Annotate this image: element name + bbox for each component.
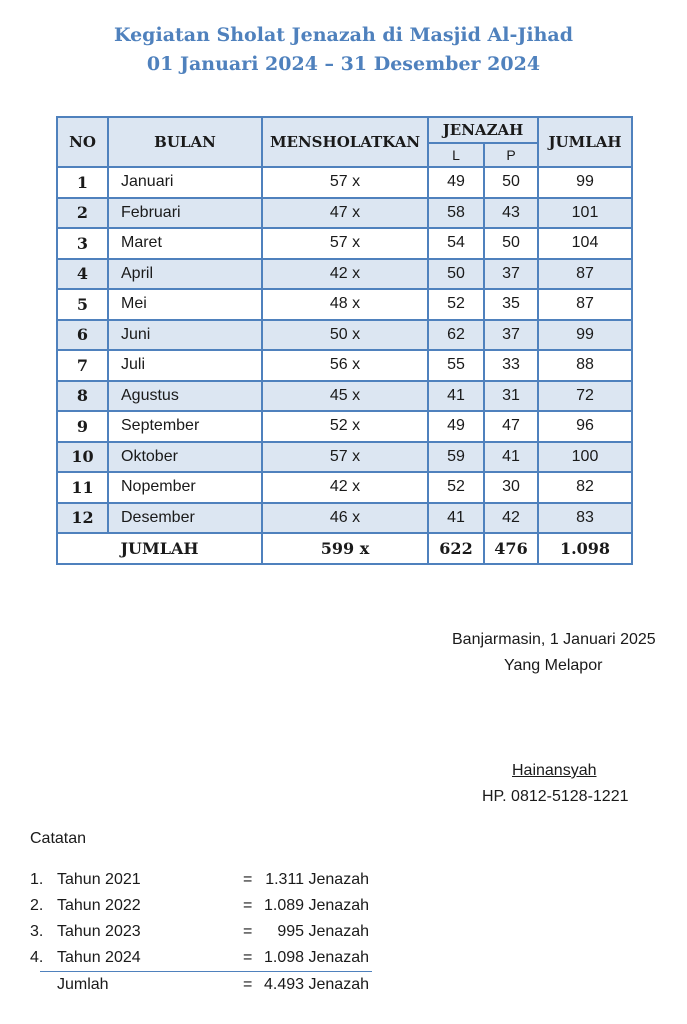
header-jumlah: JUMLAH [538,117,632,167]
note-equals: = [243,923,253,940]
cell-mensholatkan: 57 x [262,228,428,259]
cell-bulan: Juli [108,350,262,381]
cell-jumlah: 72 [538,381,632,412]
cell-mensholatkan: 50 x [262,320,428,351]
cell-p: 31 [484,381,538,412]
cell-mensholatkan: 52 x [262,411,428,442]
cell-p: 50 [484,167,538,198]
cell-jumlah: 87 [538,289,632,320]
note-value: 1.098 Jenazah [264,949,369,966]
cell-p: 42 [484,503,538,534]
total-l: 622 [428,533,484,564]
cell-p: 33 [484,350,538,381]
cell-bulan: Januari [108,167,262,198]
cell-bulan: Mei [108,289,262,320]
cell-no: 12 [57,503,108,534]
cell-l: 49 [428,411,484,442]
note-total-value: 4.493 Jenazah [264,976,369,993]
table-row [57,381,632,412]
header-jenazah: JENAZAH [428,117,538,143]
cell-jumlah: 88 [538,350,632,381]
cell-mensholatkan: 57 x [262,167,428,198]
cell-no: 11 [57,472,108,503]
table-row [57,350,632,381]
cell-l: 41 [428,381,484,412]
cell-jumlah: 100 [538,442,632,473]
note-total-label: Jumlah [57,976,109,993]
header-mensholatkan: MENSHOLATKAN [262,117,428,167]
cell-jumlah: 87 [538,259,632,290]
signature-name: Hainansyah [512,762,597,779]
note-item [30,923,375,947]
cell-l: 55 [428,350,484,381]
cell-p: 37 [484,320,538,351]
note-item [30,949,375,973]
note-equals: = [243,976,253,993]
note-number: 2. [30,897,44,914]
cell-no: 4 [57,259,108,290]
cell-p: 37 [484,259,538,290]
note-equals: = [243,949,253,966]
cell-mensholatkan: 48 x [262,289,428,320]
table-row [57,442,632,473]
note-value: 1.089 Jenazah [264,897,369,914]
cell-mensholatkan: 42 x [262,259,428,290]
cell-l: 62 [428,320,484,351]
table-row [57,198,632,229]
cell-bulan: Juni [108,320,262,351]
cell-l: 59 [428,442,484,473]
cell-p: 35 [484,289,538,320]
notes-divider [40,971,372,972]
cell-mensholatkan: 42 x [262,472,428,503]
header-no: NO [57,117,108,167]
table-row [57,228,632,259]
note-number: 4. [30,949,44,966]
cell-no: 3 [57,228,108,259]
cell-jumlah: 83 [538,503,632,534]
cell-jumlah: 99 [538,320,632,351]
total-row [57,533,632,564]
cell-jumlah: 99 [538,167,632,198]
report-period: 01 Januari 2024 – 31 Desember 2024 [146,53,541,75]
cell-l: 41 [428,503,484,534]
header-bulan: BULAN [108,117,262,167]
cell-bulan: September [108,411,262,442]
cell-jumlah: 82 [538,472,632,503]
cell-l: 52 [428,289,484,320]
header-p: P [484,143,538,167]
cell-p: 41 [484,442,538,473]
cell-no: 8 [57,381,108,412]
note-number: 3. [30,923,44,940]
table-row [57,320,632,351]
cell-no: 9 [57,411,108,442]
total-label: JUMLAH [57,533,262,564]
cell-no: 7 [57,350,108,381]
cell-p: 47 [484,411,538,442]
cell-no: 2 [57,198,108,229]
cell-bulan: Agustus [108,381,262,412]
cell-mensholatkan: 46 x [262,503,428,534]
table-row [57,289,632,320]
table-row [57,259,632,290]
cell-no: 10 [57,442,108,473]
cell-l: 49 [428,167,484,198]
cell-mensholatkan: 47 x [262,198,428,229]
cell-bulan: Februari [108,198,262,229]
cell-bulan: April [108,259,262,290]
cell-bulan: Oktober [108,442,262,473]
report-title: Kegiatan Sholat Jenazah di Masjid Al-Jihad [114,24,573,46]
cell-no: 1 [57,167,108,198]
table-row [57,503,632,534]
note-number: 1. [30,871,44,888]
note-value: 995 Jenazah [277,923,369,940]
cell-l: 52 [428,472,484,503]
note-value: 1.311 Jenazah [265,871,369,888]
table-row [57,411,632,442]
cell-bulan: Nopember [108,472,262,503]
note-total [30,976,375,1000]
table-body [57,167,632,533]
notes-heading: Catatan [30,830,87,847]
note-equals: = [243,897,253,914]
cell-l: 50 [428,259,484,290]
note-label: Tahun 2021 [57,871,141,888]
cell-no: 5 [57,289,108,320]
total-jumlah: 1.098 [538,533,632,564]
total-mensholatkan: 599 x [262,533,428,564]
cell-mensholatkan: 45 x [262,381,428,412]
signature-place-date: Banjarmasin, 1 Januari 2025 [452,631,656,648]
table-row [57,167,632,198]
note-label: Tahun 2024 [57,949,141,966]
cell-no: 6 [57,320,108,351]
cell-bulan: Maret [108,228,262,259]
cell-p: 30 [484,472,538,503]
cell-p: 43 [484,198,538,229]
table-row [57,472,632,503]
cell-jumlah: 104 [538,228,632,259]
note-item [30,871,375,895]
cell-bulan: Desember [108,503,262,534]
note-label: Tahun 2023 [57,923,141,940]
header-l: L [428,143,484,167]
cell-jumlah: 96 [538,411,632,442]
cell-l: 54 [428,228,484,259]
signature-label: Yang Melapor [504,657,603,674]
cell-mensholatkan: 57 x [262,442,428,473]
cell-p: 50 [484,228,538,259]
jenazah-table [56,116,633,565]
note-label: Tahun 2022 [57,897,141,914]
total-p: 476 [484,533,538,564]
signature-phone: HP. 0812-5128-1221 [482,788,629,805]
cell-l: 58 [428,198,484,229]
note-item [30,897,375,921]
cell-jumlah: 101 [538,198,632,229]
cell-mensholatkan: 56 x [262,350,428,381]
note-equals: = [243,871,253,888]
